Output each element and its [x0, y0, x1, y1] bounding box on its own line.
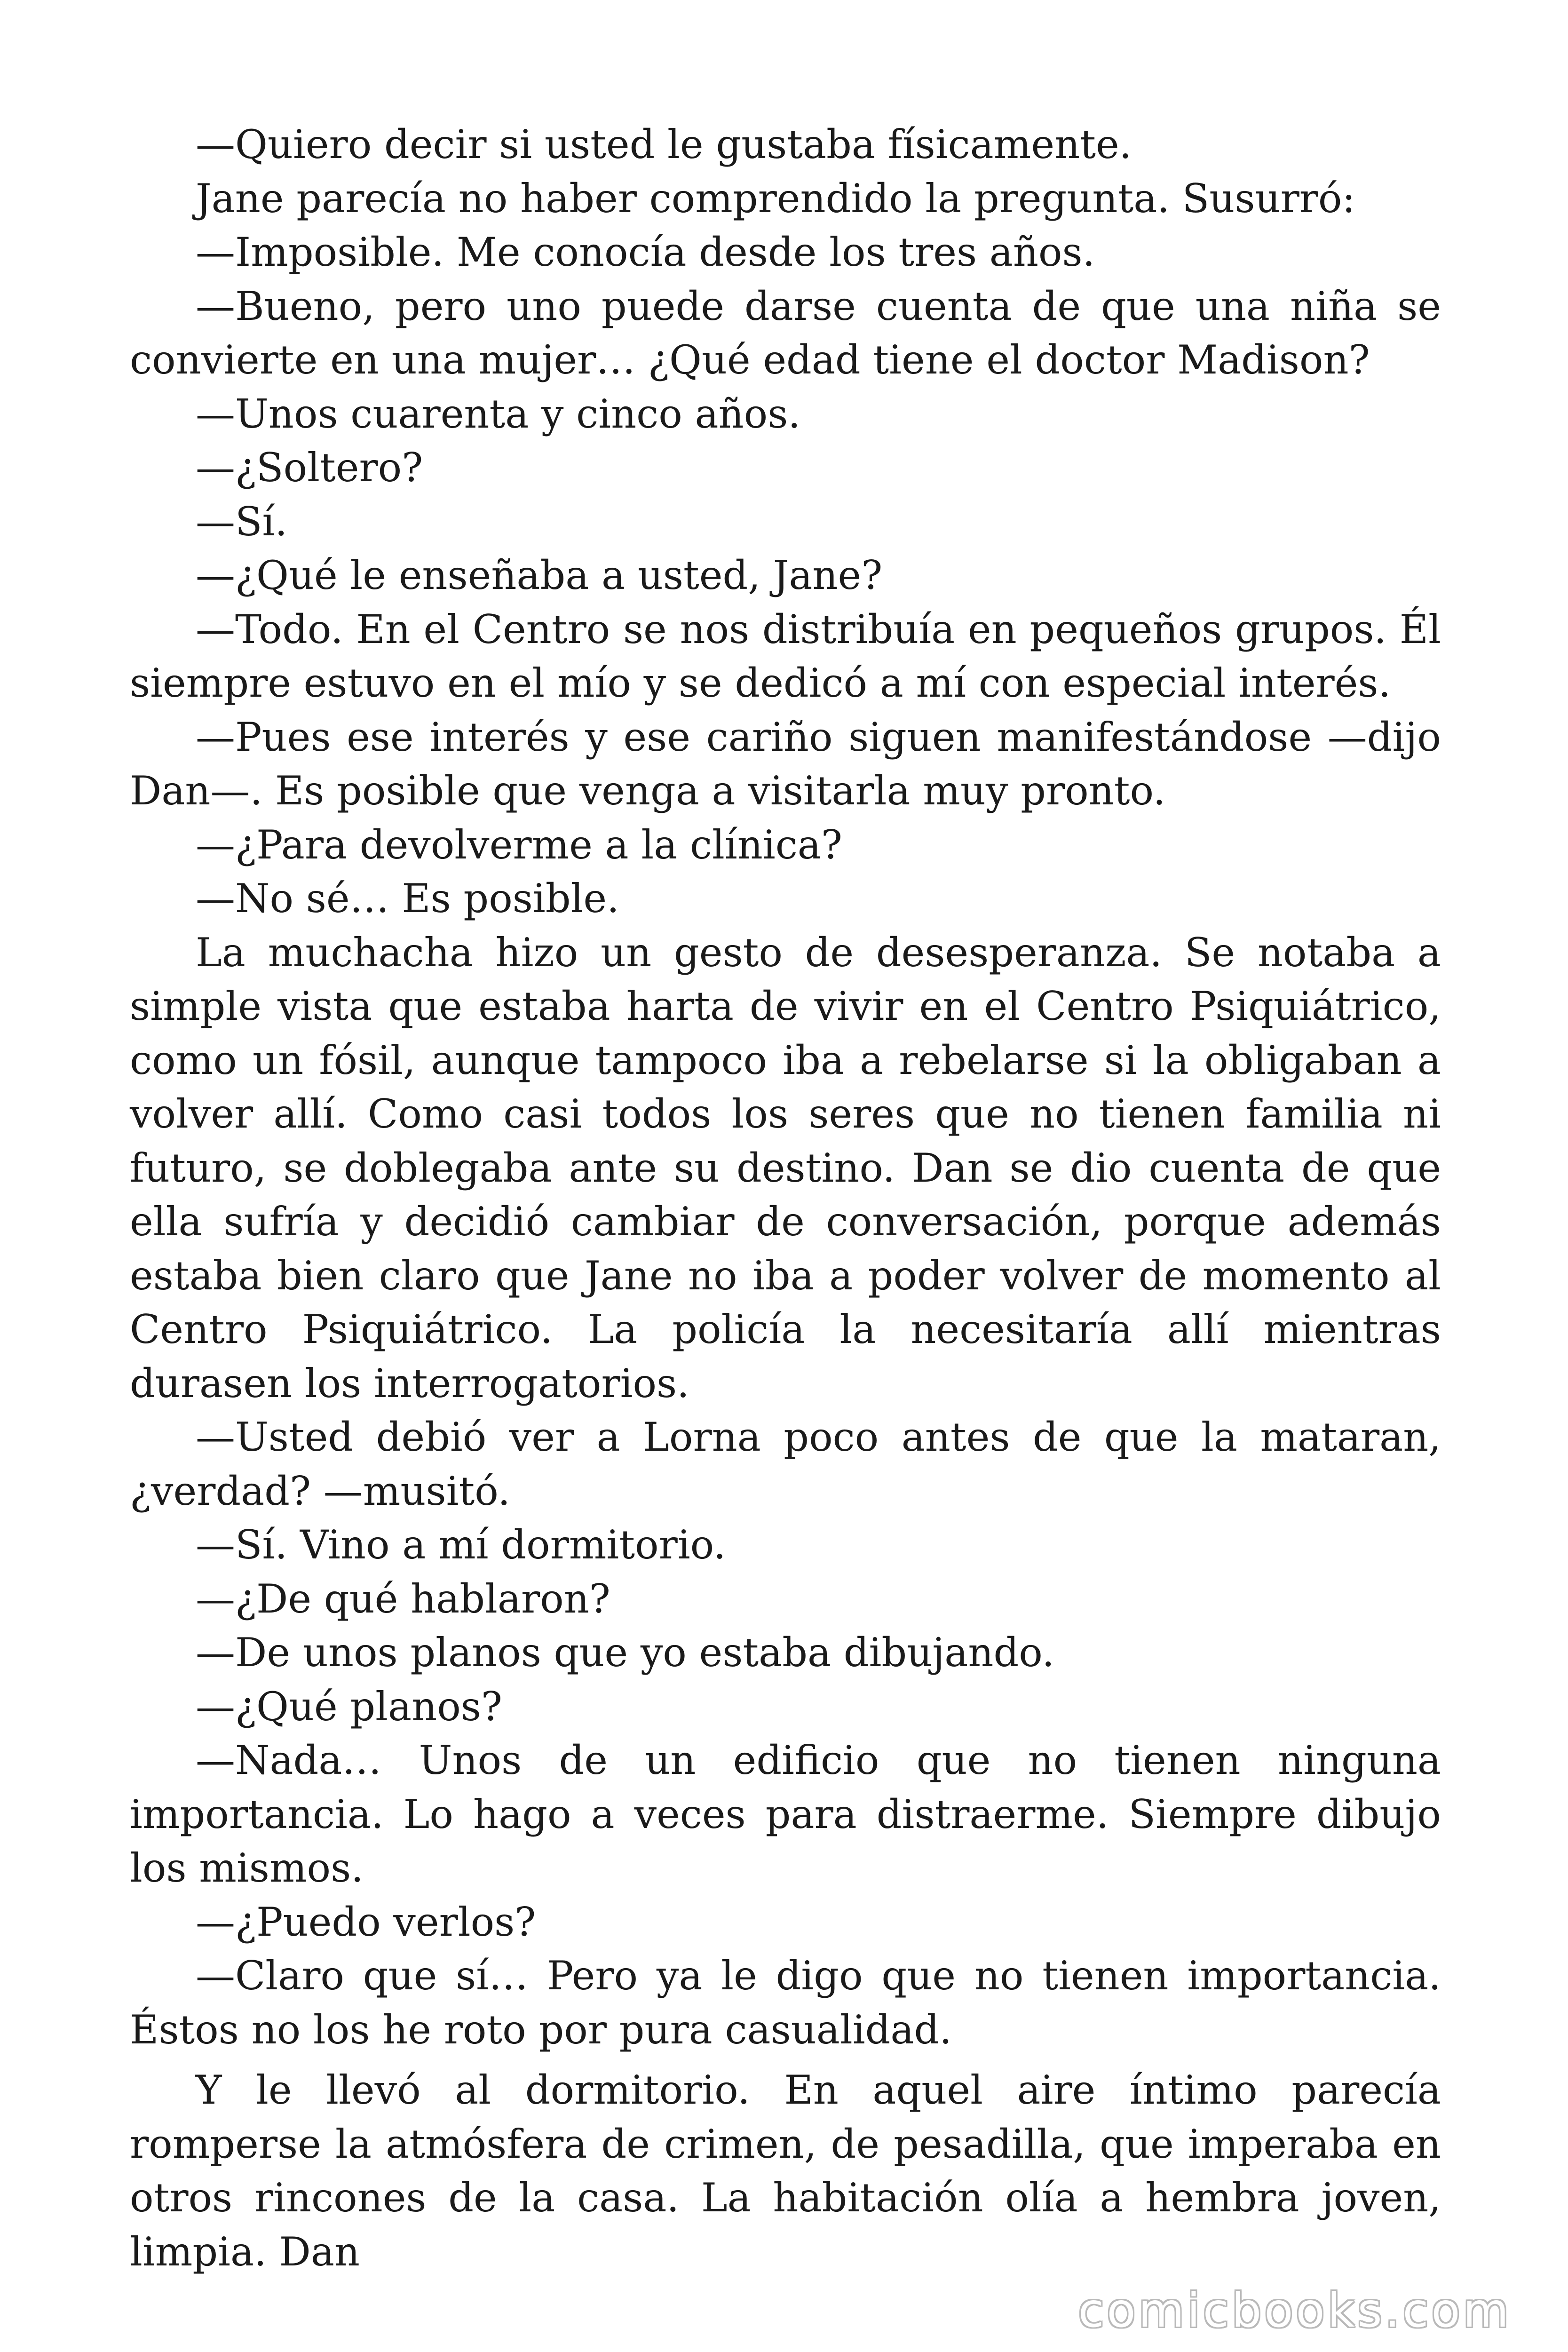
paragraph: —¿Qué le enseñaba a usted, Jane? [196, 552, 883, 598]
paragraph: —¿De qué hablaron? [196, 1575, 610, 1622]
paragraph: —¿Puedo verlos? [196, 1899, 536, 1945]
paragraph: —No sé… Es posible. [196, 875, 619, 922]
paragraph: —Unos cuarenta y cinco años. [196, 390, 801, 437]
paragraph: —Pues ese interés y ese cariño siguen manifestándose —dijo Dan—. Es posible que venga a visitarla muy pronto. [130, 714, 1441, 814]
paragraph: —Claro que sí… Pero ya le digo que no tienen importancia. Éstos no los he roto por pura casualidad. [130, 1953, 1441, 2053]
paragraph: —Quiero decir si usted le gustaba físicamente. [196, 121, 1132, 167]
paragraph: —Sí. Vino a mí dormitorio. [196, 1522, 726, 1568]
paragraph: —Nada… Unos de un edificio que no tienen ninguna importancia. Lo hago a veces para distraerme. Siempre dibujo los mismos. [130, 1737, 1441, 1891]
paragraph: —¿Soltero? [196, 445, 423, 491]
paragraph: —Imposible. Me conocía desde los tres años. [196, 229, 1095, 275]
paragraph: Jane parecía no haber comprendido la pregunta. Susurró: [196, 175, 1355, 222]
paragraph: La muchacha hizo un gesto de desesperanza. Se notaba a simple vista que estaba harta de vivir en el Centro Psiquiátrico, como un fósil, aunque tampoco iba a rebelarse si la obligaban a volver allí. Como casi todos los seres que no tienen familia ni futuro, se doblegaba ante su destino. Dan se dio cuenta de que ella sufría y decidió cambiar de conversación, porque además estaba bien claro que Jane no iba a poder volver de momento al Centro Psiquiátrico. La policía la necesitaría allí mientras durasen los interrogatorios. [130, 929, 1441, 1406]
paragraph: —De unos planos que yo estaba dibujando. [196, 1629, 1055, 1676]
paragraph: —¿Para devolverme a la clínica? [196, 821, 842, 868]
paragraph: —Bueno, pero uno puede darse cuenta de que una niña se convierte en una mujer… ¿Qué edad tiene el doctor Madison? [130, 283, 1441, 383]
watermark-logo: comicbooks.com [1078, 2283, 1512, 2338]
paragraph: —Todo. En el Centro se nos distribuía en pequeños grupos. Él siempre estuvo en el mío y se dedicó a mí con especial interés. [130, 606, 1441, 706]
paragraph: Y le llevó al dormitorio. En aquel aire íntimo parecía romperse la atmósfera de crimen, de pesadilla, que imperaba en otros rincones de la casa. La habitación olía a hembra joven, limpia. Dan [130, 2067, 1441, 2275]
body-text [130, 118, 1441, 2279]
paragraph: —¿Qué planos? [196, 1683, 502, 1730]
paragraph: —Sí. [196, 498, 288, 545]
paragraph: —Usted debió ver a Lorna poco antes de que la mataran, ¿verdad? —musitó. [130, 1414, 1441, 1514]
